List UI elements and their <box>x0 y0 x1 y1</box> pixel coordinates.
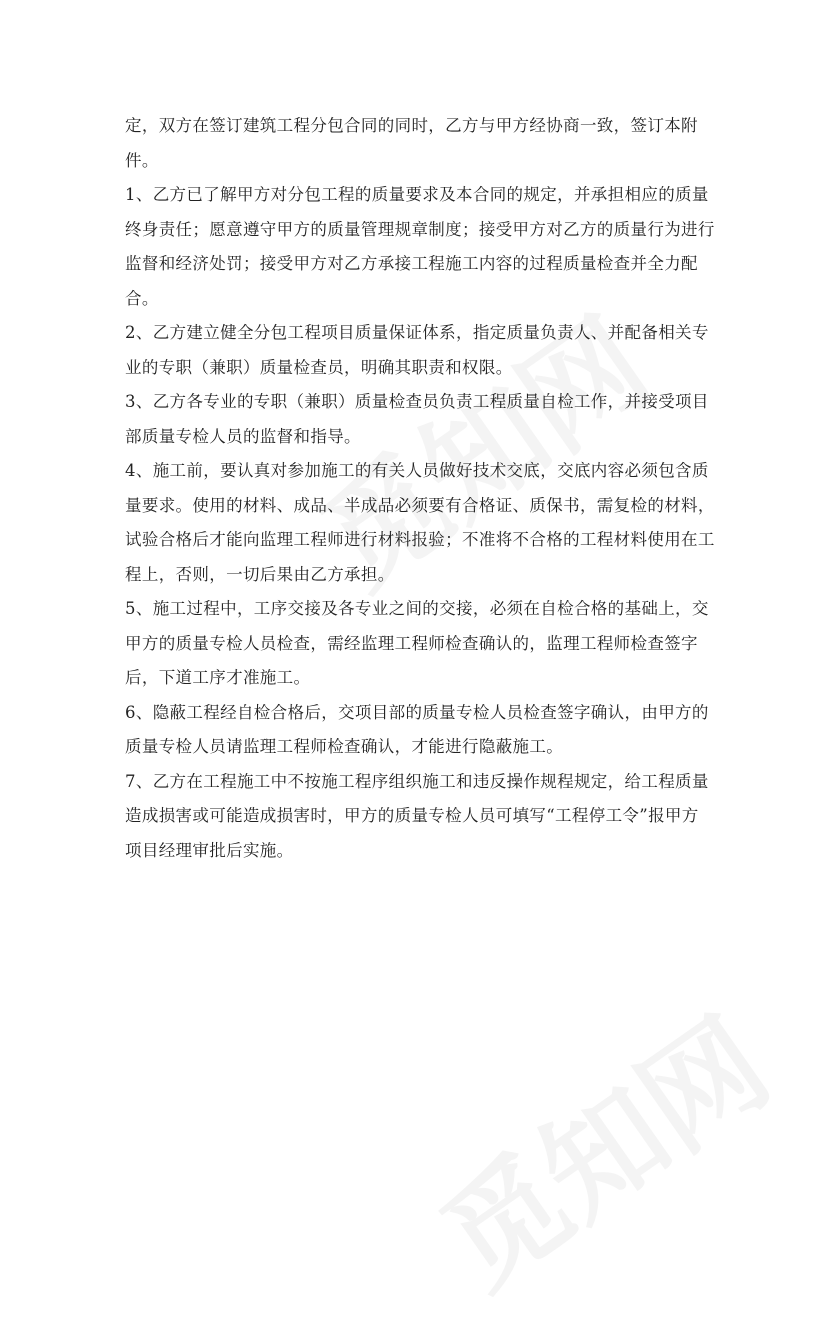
paragraph-intro: 定，双方在签订建筑工程分包合同的同时，乙方与甲方经协商一致，签订本附件。 <box>125 116 698 170</box>
document-body <box>125 109 715 868</box>
paragraph-clause-2: 2、乙方建立健全分包工程项目质量保证体系，指定质量负责人、并配备相关专业的专职（兼职）质量检查员，明确其职责和权限。 <box>125 323 709 377</box>
paragraph-clause-6: 6、隐蔽工程经自检合格后，交项目部的质量专检人员检查签字确认，由甲方的质量专检人员请监理工程师检查确认，才能进行隐蔽施工。 <box>125 702 709 756</box>
paragraph-clause-4: 4、施工前，要认真对参加施工的有关人员做好技术交底，交底内容必须包含质量要求。使用的材料、成品、半成品必须要有合格证、质保书，需复检的材料，试验合格后才能向监理工程师进行材料报验；不准将不合格的工程材料使用在工程上，否则，一切后果由乙方承担。 <box>125 461 715 584</box>
paragraph-clause-5: 5、施工过程中，工序交接及各专业之间的交接，必须在自检合格的基础上，交甲方的质量专检人员检查，需经监理工程师检查确认的，监理工程师检查签字后，下道工序才准施工。 <box>125 599 709 687</box>
paragraph-clause-7: 7、乙方在工程施工中不按施工程序组织施工和违反操作规程规定，给工程质量造成损害或可能造成损害时，甲方的质量专检人员可填写“工程停工令”报甲方项目经理审批后实施。 <box>125 771 709 860</box>
watermark <box>403 972 797 1319</box>
paragraph-clause-1: 1、乙方已了解甲方对分包工程的质量要求及本合同的规定，并承担相应的质量终身责任；愿意遵守甲方的质量管理规章制度；接受甲方对乙方的质量行为进行监督和经济处罚；接受甲方对乙方承接工程施工内容的过程质量检查并全力配合。 <box>125 185 715 308</box>
paragraph-clause-3: 3、乙方各专业的专职（兼职）质量检查员负责工程质量自检工作，并接受项目部质量专检人员的监督和指导。 <box>125 392 709 446</box>
